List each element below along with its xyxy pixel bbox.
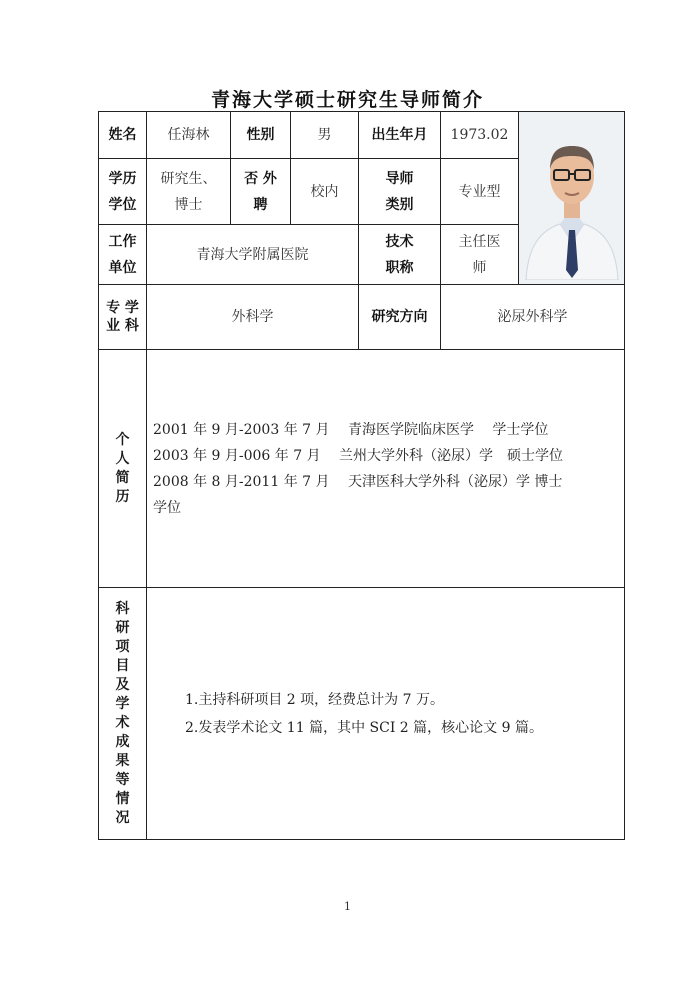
bio-label: 个人简历 [115, 431, 130, 505]
achievements-label: 科研项目及学术成果等情况 [115, 600, 130, 826]
page-number: 1 [344, 900, 351, 913]
work-unit-value: 青海大学附属医院 [147, 225, 359, 285]
profile-table [98, 111, 625, 840]
tech-title-value: 主任医 师 [441, 225, 519, 285]
gender-value: 男 [291, 112, 359, 159]
photo-cell [519, 112, 625, 285]
education-label: 学历 学位 [99, 159, 147, 225]
research-value: 泌尿外科学 [441, 285, 625, 350]
major-value: 外科学 [147, 285, 359, 350]
name-label: 姓名 [99, 112, 147, 159]
birth-label: 出生年月 [359, 112, 441, 159]
bio-line: 2001 年 9 月-2003 年 7 月 青海医学院临床医学 学士学位 [153, 421, 549, 438]
major-label: 专 学 业 科 [99, 285, 147, 350]
achievement-item: 1.主持科研项目 2 项，经费总计为 7 万。 [185, 691, 444, 708]
education-value: 研究生、 博士 [147, 159, 231, 225]
achievement-item: 2.发表学术论文 11 篇，其中 SCI 2 篇，核心论文 9 篇。 [185, 719, 543, 736]
birth-value: 1973.02 [441, 112, 519, 159]
external-value: 校内 [291, 159, 359, 225]
external-label: 否 外 聘 [231, 159, 291, 225]
tech-title-label: 技术 职称 [359, 225, 441, 285]
bio-line: 2008 年 8 月-2011 年 7 月 天津医科大学外科（泌尿）学 博士 [153, 473, 563, 490]
achievements-label-cell [99, 588, 147, 840]
document-title: 青海大学硕士研究生导师简介 [210, 89, 484, 111]
supervisor-type-label: 导师 类别 [359, 159, 441, 225]
supervisor-type-value: 专业型 [441, 159, 519, 225]
research-label: 研究方向 [359, 285, 441, 350]
bio-line: 学位 [153, 499, 181, 516]
work-unit-label: 工作 单位 [99, 225, 147, 285]
name-value: 任海林 [147, 112, 231, 159]
bio-content [147, 350, 625, 588]
bio-label-cell [99, 350, 147, 588]
achievements-content [147, 588, 625, 840]
gender-label: 性别 [231, 112, 291, 159]
portrait-photo [520, 112, 624, 280]
bio-line: 2003 年 9 月-006 年 7 月 兰州大学外科（泌尿）学 硕士学位 [153, 447, 564, 464]
